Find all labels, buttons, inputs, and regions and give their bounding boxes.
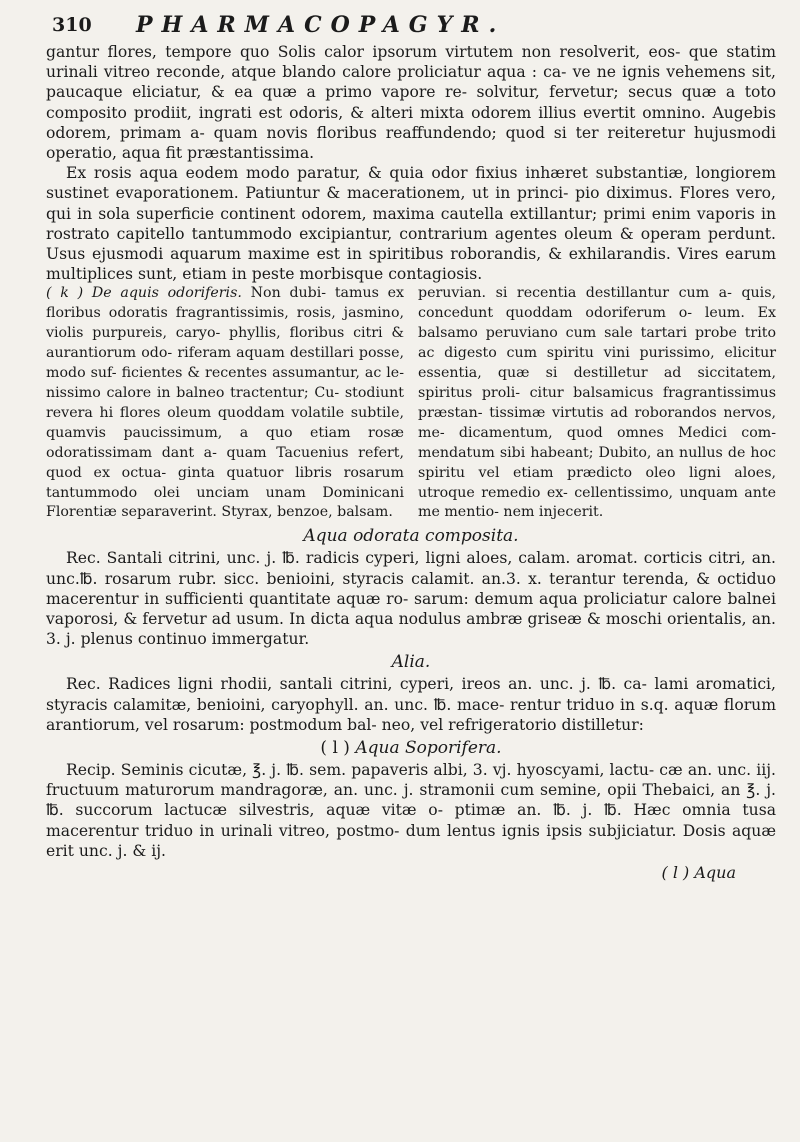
footnote-right-column bbox=[418, 284, 776, 523]
footnote-columns bbox=[46, 284, 776, 523]
intro-paragraph-1: gantur flores, tempore quo Solis calor ipsorum virtutem non resolverit, eos- que statim urinali vitreo reconde, atque blando calore proliciatur aqua : ca- ve ne ignis vehemens sit, paucaque eliciatur, & ea quæ a primo vapore re- solvitur, fervetur; secus quæ a toto composito prodiit, ingrati est odoris, & alteri mixta odorem illius evertit omnino. Augebis odorem, primam a- quam novis floribus reaffundendo; quod si ter reiteretur hujusmodi operatio, aqua fit præstantissima. bbox=[46, 43, 776, 163]
catchword: ( l ) Aqua bbox=[661, 862, 736, 882]
section-title-marker: ( l ) bbox=[320, 737, 350, 758]
footnote-lead: ( k ) De aquis odoriferis. bbox=[46, 285, 242, 302]
footnote-left-text: Non dubi- tamus ex floribus odoratis fragrantissimis, rosis, jasmino, violis purpureis, caryo- phyllis, floribus citri & aurantiorum odo- riferam aquam destillari posse, modo suf- ficientes & recentes assumantur, ac le- nissimo calore in balneo tractentur; Cu- stodiunt revera hi flores oleum quoddam volatile subtile, quamvis paucissimum, a quo etiam rosæ odoratissimam dant a- quam Tacuenius refert, quod ex octua- ginta quatuor libris rosarum tantummodo olei unciam unam Dominicani Florentiæ separaverint. Styrax, benzoe, balsam. bbox=[46, 285, 404, 521]
footnote-right-text: peruvian. si recentia destillantur cum a- quis, concedunt quoddam odoriferum o- leum. Ex balsamo peruviano cum sale tartari probe trito ac digesto cum spiritu vini purissimo, elicitur essentia, quæ si destilletur ad siccitatem, spiritus proli- citur balsamicus fragrantissimus præstan- tissimæ virtutis ad roborandos nervos, me- dicamentum, quod omnes Medici com- mendatum sibi habeant; Dubito, an nullus de hoc spiritu vel etiam prædicto oleo ligni aloes, utroque remedio ex- cellentissimo, unquam ante me mentio- nem injecerit. bbox=[418, 285, 776, 521]
page-number: 310 bbox=[52, 14, 92, 36]
section-title-alia: Alia. bbox=[391, 652, 431, 673]
book-page bbox=[46, 8, 776, 882]
page-header bbox=[46, 8, 776, 42]
intro-paragraph-2: Ex rosis aqua eodem modo paratur, & quia odor fixius inhæret substantiæ, longiorem sustinet evaporationem. Patiuntur & macerationem, ut in princi- pio diximus. Flores vero, qui in sola superficie continent odorem, maxima cautella extillantur; primi enim vaporis in rostrato capitello tantummodo excipiantur, contrarium agentes oleum & operam perdunt. Usus ejusmodi aquarum maxime est in spiritibus roborandis, & exhilarandis. Vires earum multiplices sunt, etiam in peste morbisque contagiosis. bbox=[46, 164, 776, 284]
section-title-aqua-odorata: Aqua odorata composita. bbox=[303, 526, 519, 547]
recipe-aqua-soporifera: Recip. Seminis cicutæ, ℥. j. ℔. sem. papaveris albi, 3. vj. hyoscyami, lactu- cæ an. unc. iij. fructuum maturorum mandragoræ, an. unc. j. stramonii cum semine, opii Thebaici, an ℥. j. ℔. succorum lactucæ silvestris, aquæ vitæ o- ptimæ an. ℔. j. ℔. Hæc omnia tusa macerentur triduo in urinali vitreo, postmo- dum lentus ignis ipsis subjiciatur. Dosis aquæ erit unc. j. & ij. bbox=[46, 760, 776, 860]
recipe-aqua-odorata: Rec. Santali citrini, unc. j. ℔. radicis cyperi, ligni aloes, calam. aromat. corticis citri, an. unc.℔. rosarum rubr. sicc. benioini, styracis calamit. an.3. x. terantur terenda, & octiduo macerentur in sufficienti quantitate aquæ ro- sarum: demum aqua proliciatur calore balnei vaporosi, & fervetur ad usum. In dicta aqua nodulus ambræ griseæ & moschi orientalis, an. 3. j. plenus continuo immergatur. bbox=[46, 549, 776, 649]
running-title: PHARMACOPAGYR. bbox=[136, 12, 506, 38]
section-title-soporifera-text: Aqua Soporifera. bbox=[355, 737, 502, 758]
section-title-aqua-soporifera bbox=[46, 737, 776, 759]
footnote-left-column bbox=[46, 284, 404, 523]
footnote-left bbox=[46, 284, 404, 523]
recipe-alia: Rec. Radices ligni rhodii, santali citrini, cyperi, ireos an. unc. j. ℔. ca- lami aromatici, styracis calamitæ, benioini, caryophyll. an. unc. ℔. mace- rentur triduo in s.q. aquæ florum arantiorum, vel rosarum: postmodum bal- neo, vel refrigeratorio distilletur: bbox=[46, 675, 776, 734]
